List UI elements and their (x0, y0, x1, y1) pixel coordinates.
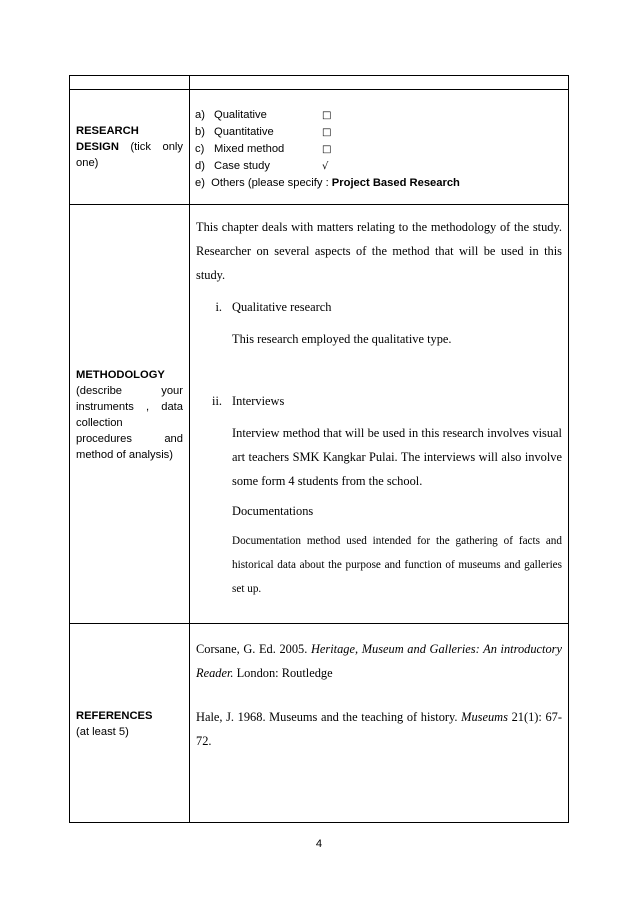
documentations-text: Documentation method used intended for the gathering of facts and historical data about the purpose and function of museums and galleries set up. (232, 535, 562, 595)
research-design-options (190, 90, 568, 192)
research-design-options-cell (190, 90, 569, 205)
others-specified-value: Project Based Research (331, 177, 460, 189)
page-number: 4 (315, 838, 323, 850)
references-row (70, 624, 569, 823)
method-item-title: Interviews (232, 394, 285, 408)
design-option-case-study: d) Case study √ (195, 158, 568, 175)
documentations-title: Documentations (232, 504, 314, 518)
blank-cell-right (190, 76, 569, 90)
methodology-intro: This chapter deals with matters relating to the methodology of the study. Researcher on several aspects of the method that will be used in this study. (196, 220, 562, 282)
methodology-heading: METHODOLOGY (76, 369, 165, 381)
references-hint: (at least 5) (76, 726, 129, 738)
blank-header-row (70, 76, 569, 90)
research-design-heading: RESEARCH (76, 125, 139, 137)
method-item-text: This research employed the qualitative type. (232, 332, 452, 346)
references-content-cell (190, 624, 569, 823)
checkbox-icon[interactable]: □ (322, 144, 332, 155)
research-design-hint: one) (76, 157, 99, 169)
research-design-heading-line2: DESIGN (tick only (76, 141, 183, 153)
methodology-hint-line2: instruments , data (76, 401, 183, 413)
blank-cell-left (70, 76, 190, 90)
references-label-cell (70, 624, 190, 823)
design-option-qualitative: a) Qualitative □ (195, 107, 568, 124)
methodology-hint-line5: method of analysis) (76, 449, 174, 461)
checkbox-icon[interactable]: □ (322, 110, 332, 121)
reference-entry: Corsane, G. Ed. 2005. Heritage, Museum and Galleries: An introductory Reader. London: Routledge (196, 642, 562, 680)
research-design-label-cell (70, 90, 190, 205)
research-design-row (70, 90, 569, 205)
method-item-title: Qualitative research (232, 300, 332, 314)
methodology-label-cell (70, 205, 190, 624)
methodology-hint-line1: (describe your (76, 385, 183, 397)
method-item-qualitative: i. Qualitative research (196, 295, 562, 319)
methodology-hint-line3: collection (76, 417, 123, 429)
reference-entry: Hale, J. 1968. Museums and the teaching of history. Museums 21(1): 67-72. (196, 710, 563, 748)
methodology-row (70, 205, 569, 624)
checkmark-icon[interactable]: √ (322, 161, 329, 172)
method-item-text: Interview method that will be used in this research involves visual art teachers SMK Kangkar Pulai. The interviews will also involve some form 4 students from the school. (232, 426, 562, 488)
methodology-hint-line4: procedures and (76, 433, 183, 445)
method-item-interviews: ii. Interviews (196, 389, 562, 413)
checkbox-icon[interactable]: □ (322, 127, 332, 138)
design-option-mixed: c) Mixed method □ (195, 141, 568, 158)
references-heading: REFERENCES (76, 710, 153, 722)
design-option-others: e) Others (please specify : Project Based Research (195, 175, 568, 192)
research-proposal-table (69, 75, 569, 823)
design-option-quantitative: b) Quantitative □ (195, 124, 568, 141)
methodology-content-cell (190, 205, 569, 624)
